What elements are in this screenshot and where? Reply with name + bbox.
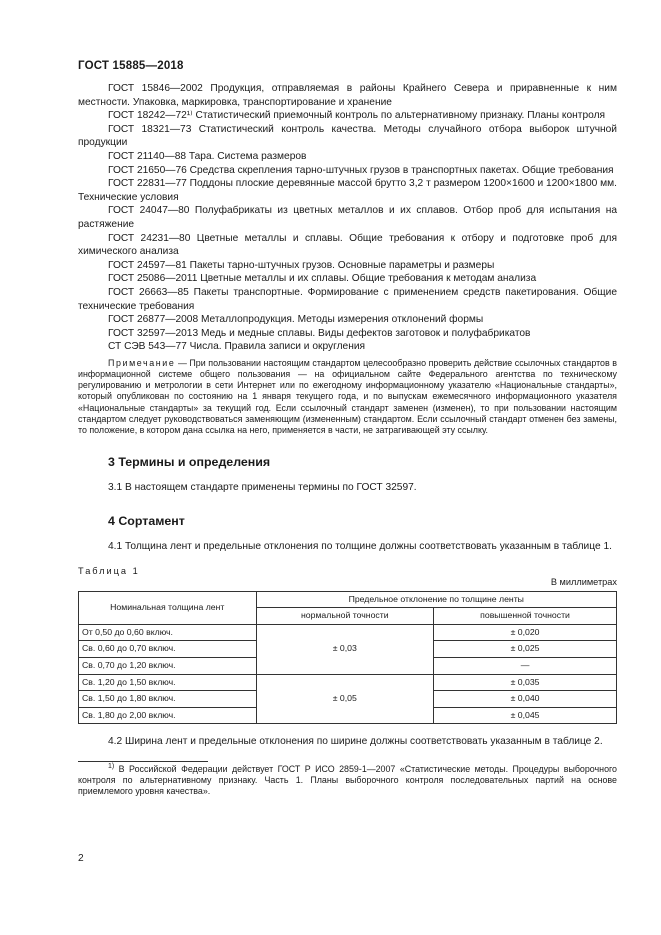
reference-item: ГОСТ 18321—73 Статистический контроль качества. Методы случайного отбора выборок штучной продукции [78, 123, 617, 149]
nominal-cell: Св. 1,20 до 1,50 включ. [79, 674, 257, 691]
page-number: 2 [78, 853, 84, 864]
high-deviation-cell: ± 0,035 [434, 674, 617, 691]
note-text: — При пользовании настоящим стандартом целесообразно проверить действие ссылочных стандартов в информационной системе общего пользования — на официальном сайте Федерального агентства по техническому регулированию и метрологии в сети Интернет или по ежегодному информационному указателю «Национальные стандарты», который опубликован по состоянию на 1 января текущего года, и по выпускам ежемесячного информационного указателя «Национальные стандарты» за текущий год. Если ссылочный стандарт заменен (изменен), то при пользовании настоящим стандартом следует руководствоваться заменяющим (измененным) стандартом. Если ссылочный стандарт отменен без замены, то положение, в котором дана ссылка на него, применяется в части, не затрагивающей эту ссылку. [78, 357, 617, 436]
normal-deviation-cell: ± 0,05 [256, 674, 434, 724]
nominal-cell: Св. 1,50 до 1,80 включ. [79, 691, 257, 708]
reference-item: ГОСТ 32597—2013 Медь и медные сплавы. Виды дефектов заготовок и полуфабрикатов [108, 327, 531, 339]
section-4-1-paragraph: 4.1 Толщина лент и предельные отклонения по толщине должны соответствовать указанным в таблице 1. [108, 541, 612, 553]
high-deviation-cell: ± 0,045 [434, 707, 617, 724]
footnote-divider [78, 761, 208, 762]
table-row [79, 624, 617, 641]
reference-item: ГОСТ 24047—80 Полуфабрикаты из цветных металлов и их сплавов. Отбор проб для испытания на растяжение [78, 205, 617, 230]
table-caption: Таблица 1 [78, 565, 140, 576]
reference-item: ГОСТ 26663—85 Пакеты транспортные. Формирование с применением средств пакетирования. Общие технические требования [78, 286, 617, 312]
table-header-row [79, 591, 617, 608]
footnote-marker: 1) [108, 763, 115, 771]
reference-item: ГОСТ 26877—2008 Металлопродукция. Методы измерения отклонений формы [108, 314, 484, 326]
high-deviation-cell: ± 0,020 [434, 624, 617, 641]
table-units: В миллиметрах [550, 576, 617, 587]
nominal-cell: Св. 1,80 до 2,00 включ. [79, 707, 257, 724]
table-caption-row [78, 565, 617, 587]
normal-deviation-cell: ± 0,03 [256, 624, 434, 674]
note-label: Примечание [108, 357, 176, 368]
high-deviation-cell: — [434, 658, 617, 675]
nominal-cell: От 0,50 до 0,60 включ. [79, 624, 257, 641]
footnote [78, 764, 617, 798]
reference-item: ГОСТ 24231—80 Цветные металлы и сплавы. Общие требования к отбору и подготовке проб для химического анализа [78, 232, 617, 258]
col-nominal-thickness: Номинальная толщина лент [79, 591, 257, 624]
reference-item: ГОСТ 21650—76 Средства скрепления тарно-штучных грузов в транспортных пакетах. Общие требования [108, 164, 614, 176]
document-header: ГОСТ 15885—2018 [78, 60, 184, 72]
section-4-heading: 4 Сортамент [108, 514, 185, 529]
normative-references-list [78, 82, 617, 354]
reference-item: ГОСТ 22831—77 Поддоны плоские деревянные массой брутто 3,2 т размером 1200×1600 и 1200×1800 мм. Технические условия [78, 178, 617, 203]
col-thickness-deviation: Предельное отклонение по толщине ленты [256, 591, 616, 608]
section-4-2-paragraph: 4.2 Ширина лент и предельные отклонения по ширине должны соответствовать указанным в таблице 2. [108, 736, 603, 748]
reference-item: ГОСТ 15846—2002 Продукция, отправляемая в районы Крайнего Севера и приравненные к ним местности. Упаковка, маркировка, транспортирование и хранение [78, 83, 617, 108]
table-row [79, 674, 617, 691]
section-3-heading: 3 Термины и определения [108, 455, 271, 470]
document-body [78, 82, 617, 798]
reference-item: ГОСТ 25086—2011 Цветные металлы и их сплавы. Общие требования к методам анализа [108, 273, 537, 285]
note-paragraph [78, 358, 617, 436]
reference-item: ГОСТ 18242—72¹⁾ Статистический приемочный контроль по альтернативному признаку. Планы контроля [108, 110, 606, 122]
section-3-paragraph: 3.1 В настоящем стандарте применены термины по ГОСТ 32597. [108, 481, 417, 493]
col-high-accuracy: повышенной точности [434, 608, 617, 625]
reference-item: СТ СЭВ 543—77 Числа. Правила записи и округления [108, 341, 366, 353]
nominal-cell: Св. 0,60 до 0,70 включ. [79, 641, 257, 658]
reference-item: ГОСТ 24597—81 Пакеты тарно-штучных грузов. Основные параметры и размеры [108, 259, 495, 271]
thickness-table [78, 591, 617, 725]
col-normal-accuracy: нормальной точности [256, 608, 434, 625]
nominal-cell: Св. 0,70 до 1,20 включ. [79, 658, 257, 675]
footnote-text: В Российской Федерации действует ГОСТ Р ИСО 2859-1—2007 «Статистические методы. Процедуры выборочного контроля по альтернативному признаку. Часть 1. Планы выборочного контроля последовательных партий на основе приемлемого уровня качества». [78, 764, 617, 797]
reference-item: ГОСТ 21140—88 Тара. Система размеров [108, 150, 307, 162]
high-deviation-cell: ± 0,025 [434, 641, 617, 658]
high-deviation-cell: ± 0,040 [434, 691, 617, 708]
